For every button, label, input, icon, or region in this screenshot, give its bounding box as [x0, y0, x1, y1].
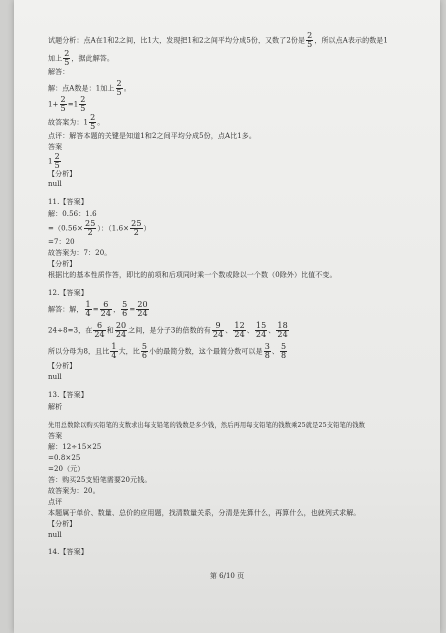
fraction: $\frac{20}{24}$	[137, 300, 148, 318]
fraction: $\frac{25}{2}$	[131, 219, 142, 237]
fraction: $\frac{2}{5}$	[54, 152, 60, 170]
fraction: $\frac{18}{24}$	[277, 321, 288, 339]
solution-line: 24÷8=3，在 $\frac{6}{24}$ 和 $\frac{20}{24}$ 之间，是分子3的倍数的有 $\frac{9}{24}$ 、 $\frac{12}{24}$ 、 $\frac{15}{24}$ 、 $\frac{18}{24}$	[48, 321, 288, 339]
question-14-heading: 14.【答案】	[48, 548, 88, 556]
solution-line: 所以分母为8，且比 $\frac{1}{4}$ 大，比 $\frac{5}{6}$ 小的最简分数，这个最简分数可以是 $\frac{3}{8}$ 、 $\frac{5}{8}$	[48, 342, 287, 360]
solution-line: =7：20	[48, 238, 75, 246]
fraction: $\frac{1}{4}$	[85, 300, 91, 318]
solution-line: 解答：解， $\frac{1}{4}$ = $\frac{6}{24}$ ， $\frac{5}{6}$ = $\frac{20}{24}$	[48, 300, 148, 318]
fraction: $\frac{2}{5}$	[80, 95, 86, 113]
fraction: $\frac{1}{4}$	[111, 342, 117, 360]
fraction: $\frac{2}{5}$	[90, 113, 96, 131]
document-page	[14, 0, 440, 633]
comment-line: 本题属于单价、数量、总价的应用题，找清数量关系，分清是先算什么，再算什么，也就列式求解。	[48, 509, 361, 517]
solution-line: 答：购买25支铅笔需要20元钱。	[48, 476, 152, 484]
question-11-heading: 11.【答案】	[48, 198, 88, 206]
section-label: 【分析】	[48, 170, 77, 178]
section-label: 【分析】	[48, 362, 77, 370]
fraction: $\frac{12}{24}$	[234, 321, 245, 339]
question-12-heading: 12.【答案】	[48, 289, 88, 297]
solution-line: =0.8×25	[48, 454, 81, 462]
solution-line: =（0.56× $\frac{25}{2}$ ）：（1.6× $\frac{25}{2}$ ）	[48, 219, 151, 237]
section-label: 【分析】	[48, 260, 77, 268]
fraction: $\frac{2}{5}$	[60, 95, 66, 113]
analysis-line: 根据比的基本性质作答，即比的前项和后项同时乘一个数或除以一个数（0除外）比值不变。	[48, 271, 337, 279]
fraction: $\frac{9}{24}$	[212, 321, 224, 339]
solution-line: 解：0.56：1.6	[48, 210, 97, 218]
label-line: 答案	[48, 143, 63, 151]
fraction: $\frac{5}{6}$	[122, 300, 128, 318]
solution-line: 故答案为：1 $\frac{2}{5}$ 。	[48, 113, 105, 131]
solution-line: 故答案为：7：20。	[48, 249, 112, 257]
label-line: 答案	[48, 432, 63, 440]
fraction: $\frac{2}{5}$	[64, 49, 70, 67]
solution-line: =20（元）	[48, 465, 85, 473]
fraction: $\frac{15}{24}$	[255, 321, 267, 339]
comment-line: 点评：解答本题的关键是知道1和2之间平均分成5份，点A比1多。	[48, 132, 256, 140]
fraction: $\frac{3}{8}$	[264, 342, 270, 360]
fraction: $\frac{2}{5}$	[116, 79, 122, 97]
question-13-heading: 13.【答案】	[48, 391, 88, 399]
null-text: null	[48, 180, 62, 188]
page-footer: 第 6/10 页	[209, 572, 245, 580]
label-line: 解析	[48, 403, 63, 411]
solution-line: 1+ $\frac{2}{5}$ =1 $\frac{2}{5}$	[48, 95, 86, 113]
null-text: null	[48, 373, 62, 381]
solution-line: 解：点A数是：1加上 $\frac{2}{5}$ 。	[48, 79, 131, 97]
analysis-line: 先用总数除以购买铅笔的支数求出每支铅笔的钱数是多少钱，然后再用每支铅笔的钱数乘25就是25支铅笔的钱数	[48, 422, 366, 429]
solution-line: 故答案为：20。	[48, 487, 100, 495]
fraction: $\frac{20}{24}$	[115, 321, 127, 339]
label-line: 解答：	[48, 68, 70, 76]
fraction: $\frac{2}{5}$	[307, 31, 313, 49]
solution-line: 解：12÷15×25	[48, 443, 102, 451]
fraction: $\frac{25}{2}$	[85, 219, 96, 237]
fraction: $\frac{6}{24}$	[94, 321, 105, 339]
null-text: null	[48, 531, 62, 539]
analysis-line: 试题分析：点A在1和2之间，比1大，发现把1和2之间平均分成5份，又数了2份是 $\frac{2}{5}$ ，所以点A表示的数是1	[48, 31, 388, 49]
fraction: $\frac{5}{8}$	[281, 342, 287, 360]
answer-line: 1 $\frac{2}{5}$	[48, 152, 60, 170]
fraction: $\frac{5}{6}$	[141, 342, 148, 360]
label-line: 点评	[48, 498, 63, 506]
section-label: 【分析】	[48, 520, 77, 528]
analysis-line: 加上 $\frac{2}{5}$ ，据此解答。	[48, 49, 115, 67]
fraction: $\frac{6}{24}$	[100, 300, 112, 318]
